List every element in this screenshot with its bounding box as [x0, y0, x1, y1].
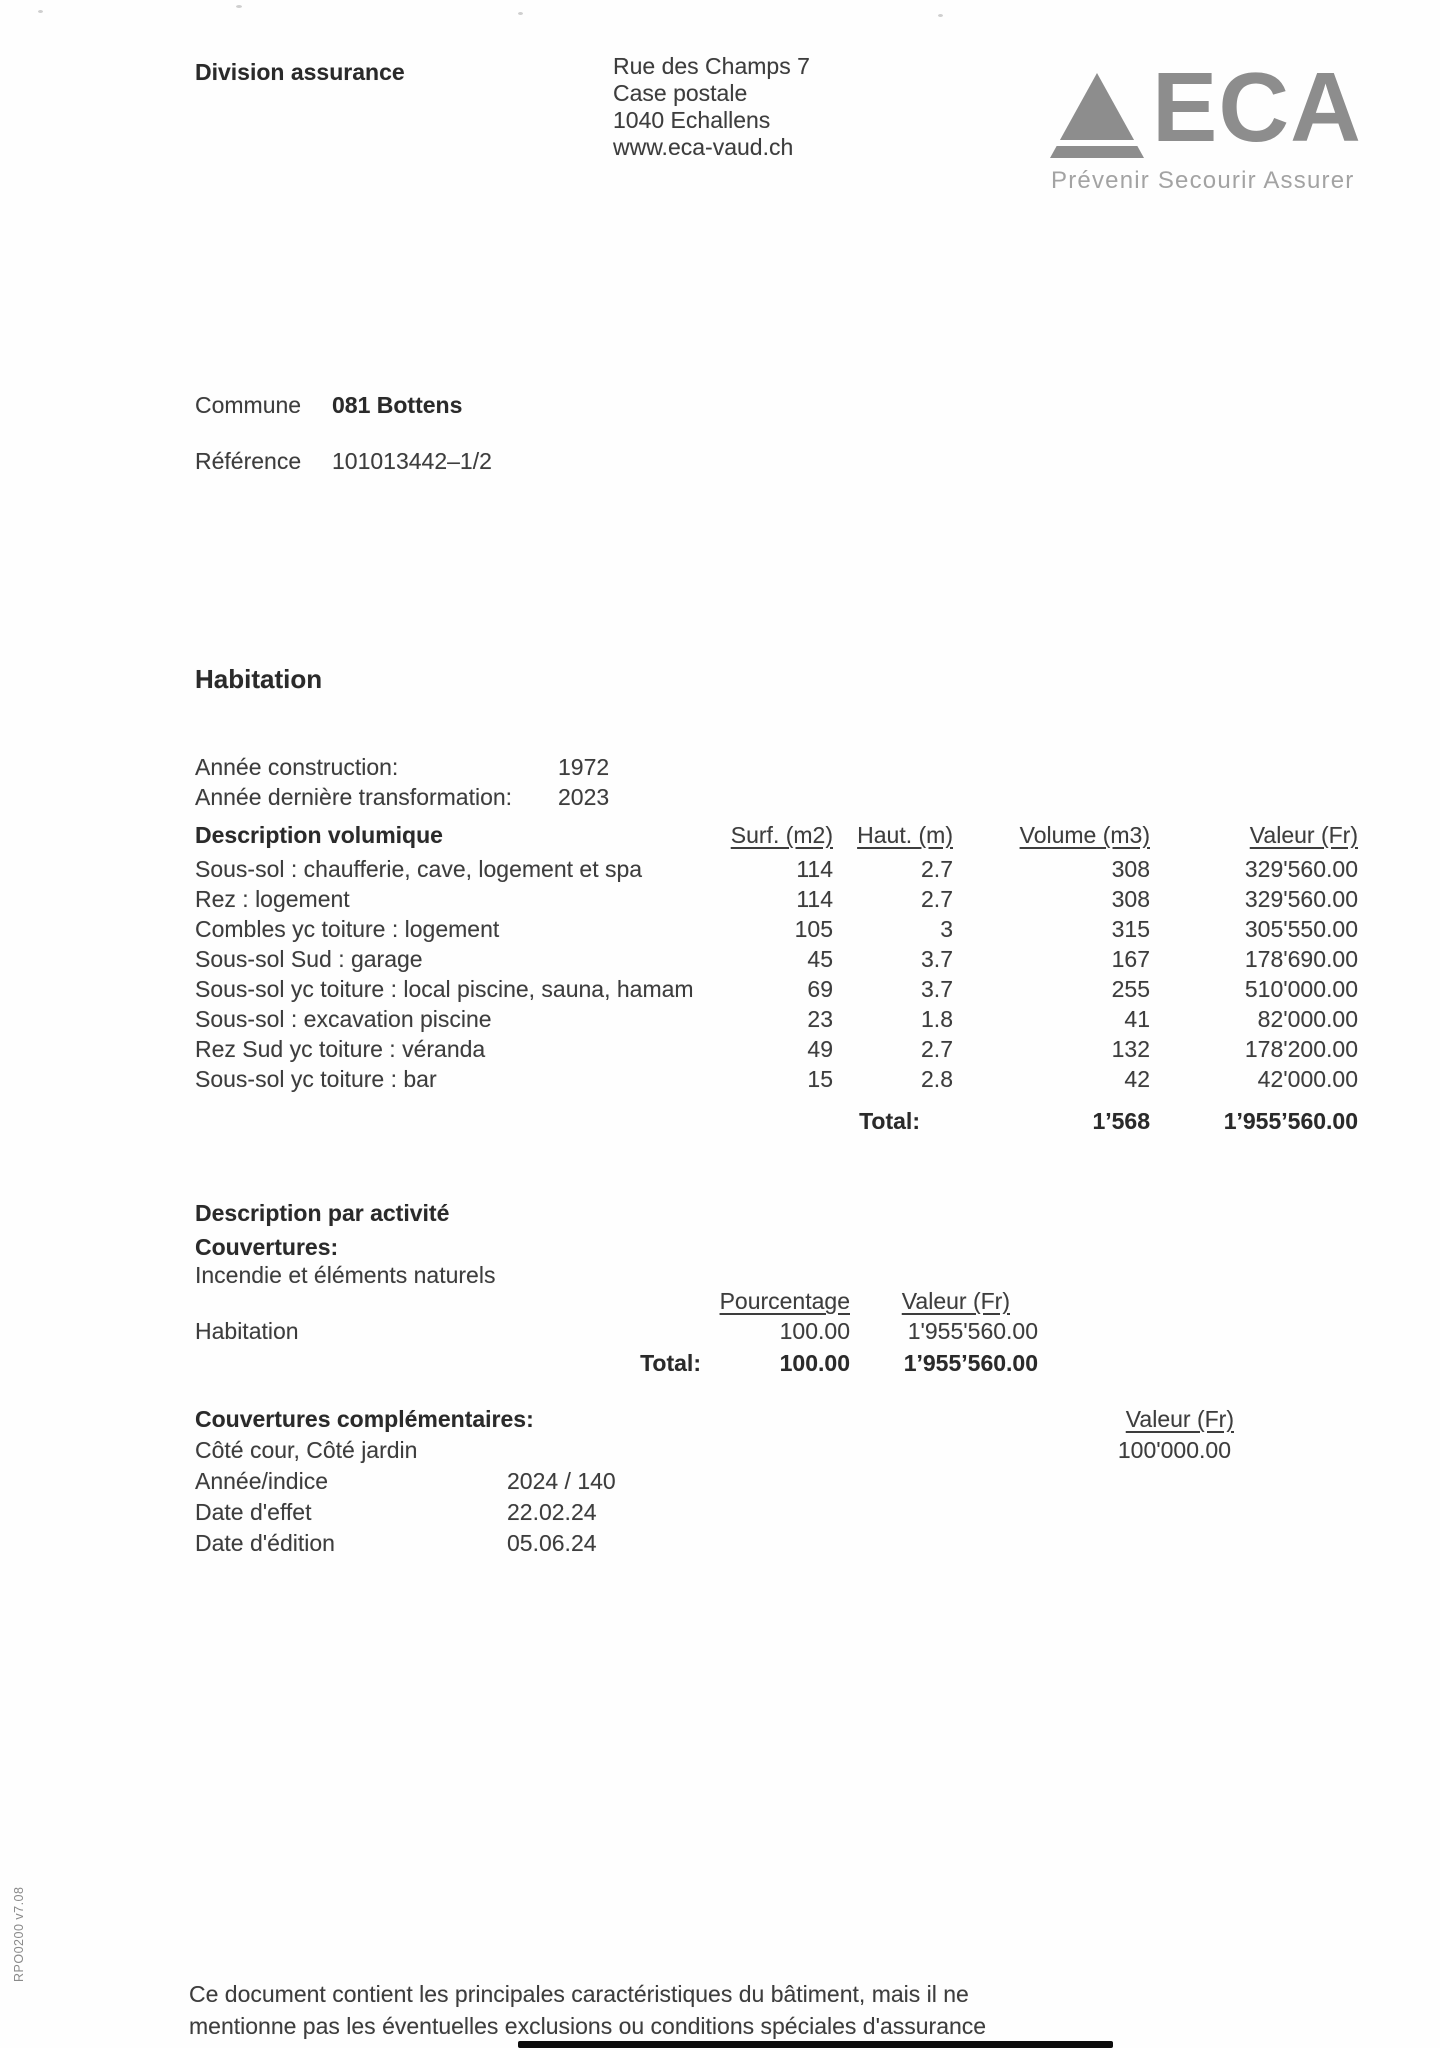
activity-total-label: Total:: [640, 1350, 701, 1376]
table-row: [195, 854, 1358, 884]
cell-valeur: 178'200.00: [1244, 1036, 1358, 1062]
column-header-value: Valeur (Fr): [1125, 1406, 1234, 1432]
cell-surf: 114: [796, 856, 833, 882]
volumetric-header-row: [195, 820, 1358, 854]
scan-speck: [518, 12, 523, 15]
field-effective-date-label: Date d'effet: [195, 1499, 312, 1525]
cell-surf: 49: [807, 1036, 833, 1062]
activity-row-label: Habitation: [195, 1318, 299, 1344]
cell-surf: 23: [807, 1006, 833, 1032]
cell-surf: 114: [796, 886, 833, 912]
year-transformation-value: 2023: [558, 784, 610, 810]
table-row: [195, 1034, 1358, 1064]
table-row: [195, 914, 1358, 944]
commune-label: Commune: [195, 392, 302, 418]
cell-desc: Sous-sol : chaufferie, cave, logement et spa: [195, 856, 643, 882]
activity-section-title: Description par activité: [195, 1200, 450, 1226]
cell-valeur: 82'000.00: [1257, 1006, 1358, 1032]
complementary-title: Couvertures complémentaires:: [195, 1406, 534, 1432]
column-header-surface: Surf. (m2): [730, 822, 833, 848]
activity-total-percentage: 100.00: [779, 1350, 850, 1376]
column-header-volume: Volume (m3): [1019, 822, 1150, 848]
cell-volume: 42: [1124, 1066, 1150, 1092]
cell-volume: 255: [1111, 976, 1150, 1002]
table-row: [195, 1064, 1358, 1094]
reference-row: [195, 446, 492, 476]
cell-desc: Rez Sud yc toiture : véranda: [195, 1036, 486, 1062]
field-row: [195, 1497, 616, 1528]
volumetric-title: Description volumique: [195, 822, 443, 848]
cell-volume: 132: [1111, 1036, 1150, 1062]
form-code-vertical: RPO0200 v7.08: [12, 1886, 26, 1982]
cell-haut: 2.7: [921, 1036, 953, 1062]
scan-edge-bar: [518, 2041, 1113, 2048]
total-volume: 1’568: [1092, 1108, 1150, 1134]
eca-triangle-stripe: [1052, 140, 1144, 146]
table-row: [195, 1004, 1358, 1034]
cell-valeur: 329'560.00: [1244, 886, 1358, 912]
cell-desc: Sous-sol Sud : garage: [195, 946, 423, 972]
year-row: [195, 782, 609, 812]
cell-haut: 2.7: [921, 886, 953, 912]
column-header-value: Valeur (Fr): [1249, 822, 1358, 848]
scan-speck: [236, 5, 242, 8]
complementary-fields: [195, 1466, 616, 1559]
field-effective-date-value: 22.02.24: [507, 1499, 597, 1525]
total-label: Total:: [859, 1108, 920, 1134]
cell-desc: Sous-sol : excavation piscine: [195, 1006, 492, 1032]
cell-valeur: 305'550.00: [1244, 916, 1358, 942]
eca-logo-text: ECA: [1152, 52, 1362, 162]
volumetric-total-row: [195, 1106, 1358, 1136]
scan-speck: [938, 14, 943, 17]
cell-haut: 3: [940, 916, 953, 942]
cell-desc: Rez : logement: [195, 886, 350, 912]
cell-surf: 105: [794, 916, 833, 942]
cell-desc: Sous-sol yc toiture : local piscine, sauna, hamam: [195, 976, 694, 1002]
cell-volume: 308: [1111, 856, 1150, 882]
year-construction-label: Année construction:: [195, 754, 399, 780]
commune-row: [195, 390, 462, 420]
cell-valeur: 510'000.00: [1244, 976, 1358, 1002]
cell-valeur: 178'690.00: [1244, 946, 1358, 972]
cell-volume: 308: [1111, 886, 1150, 912]
complementary-row-value: 100'000.00: [1117, 1437, 1231, 1463]
cell-surf: 45: [807, 946, 833, 972]
column-header-percentage: Pourcentage: [719, 1288, 850, 1314]
division-title: Division assurance: [195, 59, 405, 85]
disclaimer-line-1: Ce document contient les principales caractéristiques du bâtiment, mais il ne: [189, 1981, 969, 2007]
activity-row-value: 1'955'560.00: [907, 1318, 1038, 1344]
column-header-value: Valeur (Fr): [901, 1288, 1010, 1314]
total-value: 1’955’560.00: [1223, 1108, 1358, 1134]
cell-valeur: 42'000.00: [1257, 1066, 1358, 1092]
table-row: [195, 974, 1358, 1004]
cell-surf: 69: [807, 976, 833, 1002]
eca-logo-tagline: Prévenir Secourir Assurer: [1051, 167, 1355, 194]
reference-label: Référence: [195, 448, 302, 474]
cell-desc: Combles yc toiture : logement: [195, 916, 500, 942]
cell-haut: 3.7: [921, 976, 953, 1002]
field-year-index-label: Année/indice: [195, 1468, 328, 1494]
year-transformation-label: Année dernière transformation:: [195, 784, 513, 810]
couvertures-value: Incendie et éléments naturels: [195, 1262, 496, 1288]
activity-total-value: 1’955’560.00: [903, 1350, 1038, 1376]
address-line-pobox: Case postale: [613, 80, 748, 106]
field-row: [195, 1528, 616, 1559]
cell-volume: 167: [1111, 946, 1150, 972]
table-row: [195, 884, 1358, 914]
company-address-block: [613, 53, 810, 161]
couvertures-label: Couvertures:: [195, 1234, 339, 1260]
field-edition-date-label: Date d'édition: [195, 1530, 335, 1556]
field-edition-date-value: 05.06.24: [507, 1530, 597, 1556]
cell-valeur: 329'560.00: [1244, 856, 1358, 882]
cell-volume: 41: [1124, 1006, 1150, 1032]
complementary-row-label: Côté cour, Côté jardin: [195, 1437, 418, 1463]
address-line-street: Rue des Champs 7: [613, 53, 810, 79]
address-line-city: 1040 Echallens: [613, 107, 771, 133]
scan-speck: [38, 10, 43, 13]
year-row: [195, 752, 609, 782]
reference-value: 101013442–1/2: [332, 448, 492, 474]
construction-years: [195, 752, 609, 812]
volumetric-table: [195, 820, 1358, 1136]
address-line-website: www.eca-vaud.ch: [613, 134, 794, 160]
cell-desc: Sous-sol yc toiture : bar: [195, 1066, 437, 1092]
table-row: [195, 944, 1358, 974]
column-header-height: Haut. (m): [857, 822, 953, 848]
cell-haut: 2.7: [921, 856, 953, 882]
section-title-habitation: Habitation: [195, 664, 323, 694]
cell-haut: 3.7: [921, 946, 953, 972]
activity-row-percentage: 100.00: [779, 1318, 850, 1344]
footer-disclaimer: [189, 1978, 986, 2042]
field-year-index-value: 2024 / 140: [507, 1468, 616, 1494]
cell-volume: 315: [1111, 916, 1150, 942]
commune-value: 081 Bottens: [332, 392, 463, 418]
field-row: [195, 1466, 616, 1497]
cell-haut: 1.8: [921, 1006, 953, 1032]
cell-haut: 2.8: [921, 1066, 953, 1092]
disclaimer-line-2: mentionne pas les éventuelles exclusions ou conditions spéciales d'assurance: [189, 2013, 987, 2039]
cell-surf: 15: [807, 1066, 833, 1092]
year-construction-value: 1972: [558, 754, 610, 780]
